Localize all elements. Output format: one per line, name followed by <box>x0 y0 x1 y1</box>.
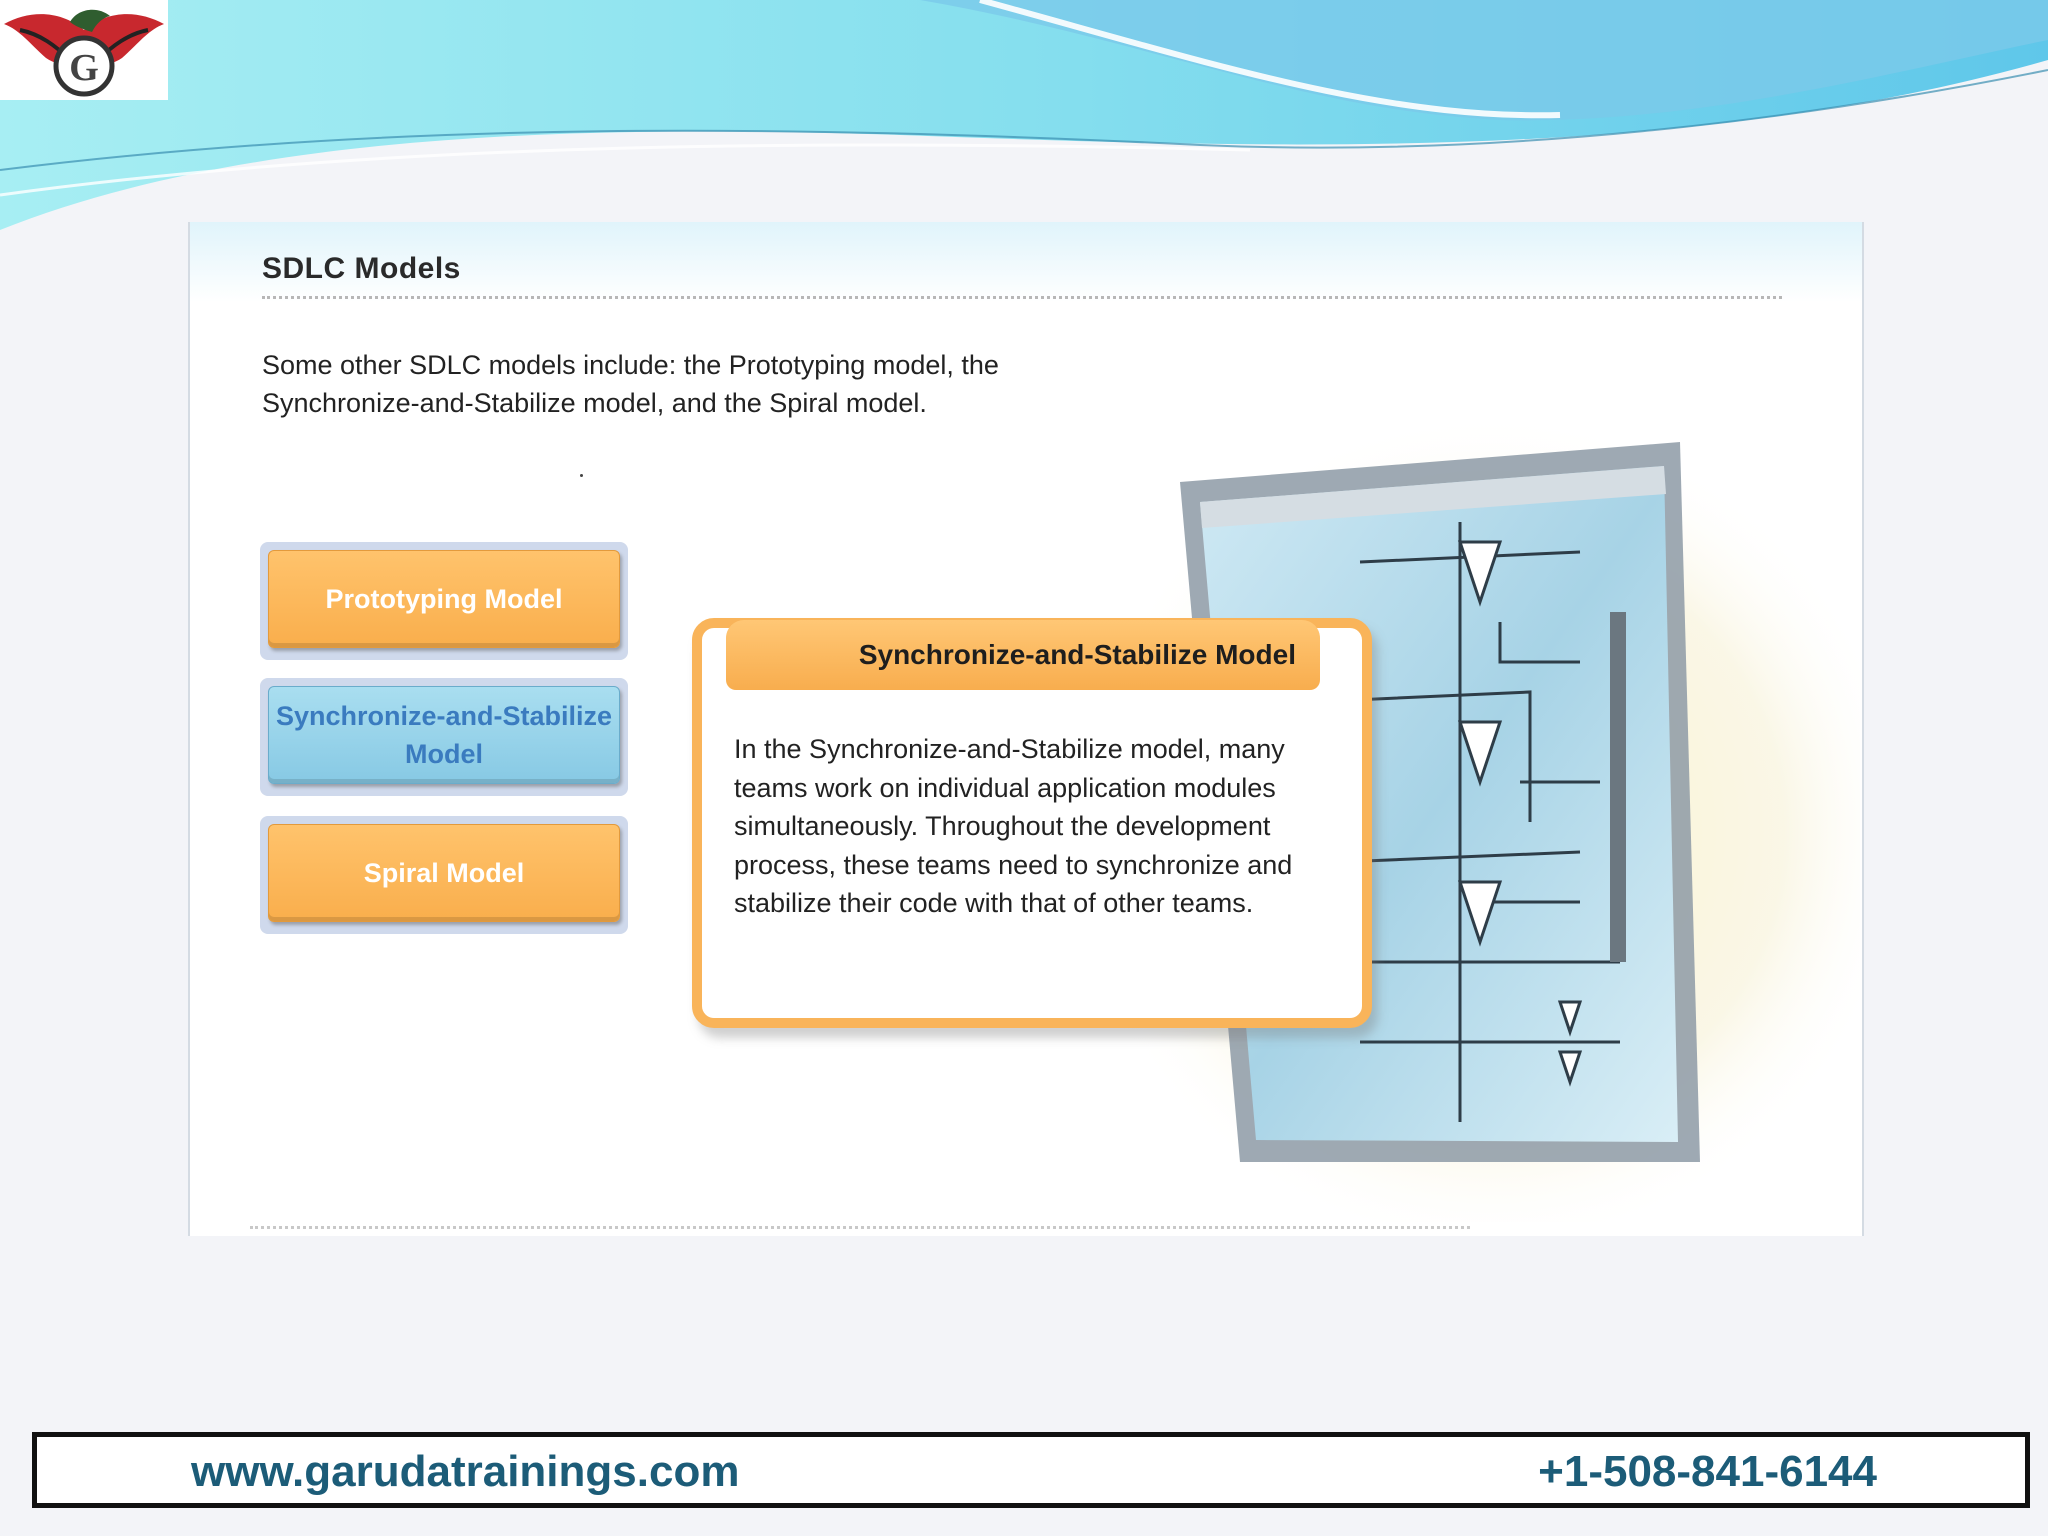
spiral-model-button[interactable] <box>268 824 620 922</box>
callout-line-1: In the Synchronize-and-Stabilize model, many <box>734 734 1285 764</box>
logo-letter: G <box>69 47 99 89</box>
callout-line-3: simultaneously. Throughout the development <box>734 811 1271 841</box>
callout-title: Synchronize-and-Stabilize Model <box>726 620 1320 690</box>
synchronize-model-label-line-2: Model <box>405 739 483 769</box>
model-button-frame-synchronize <box>260 678 628 796</box>
prototyping-model-button[interactable] <box>268 550 620 648</box>
phone-number: +1-508-841-6144 <box>1538 1447 1877 1496</box>
content-panel <box>188 222 1864 1236</box>
panel-title: SDLC Models <box>262 252 461 285</box>
intro-text <box>262 346 1062 422</box>
garuda-logo <box>0 0 168 100</box>
bottom-divider <box>250 1226 1470 1229</box>
synchronize-model-label-line-1: Synchronize-and-Stabilize <box>275 701 613 731</box>
callout-line-2: teams work on individual application modules <box>734 772 1276 803</box>
title-divider <box>262 296 1782 299</box>
synchronize-and-stabilize-model-button[interactable] <box>268 686 620 784</box>
intro-line-1: Some other SDLC models include: the Prototyping model, the <box>262 350 999 380</box>
callout-line-5: stabilize their code with that of other teams. <box>734 888 1254 918</box>
prototyping-model-label: Prototyping Model <box>325 584 563 614</box>
spiral-model-label: Spiral Model <box>363 858 525 888</box>
stray-dot <box>580 474 583 477</box>
callout-line-4: process, these teams need to synchronize and <box>734 849 1293 880</box>
header-wave-decoration <box>0 0 2048 240</box>
callout-body <box>734 730 1314 923</box>
website-link[interactable]: www.garudatrainings.com <box>191 1447 740 1496</box>
footer-bar <box>32 1432 2030 1508</box>
model-button-frame-prototyping <box>260 542 628 660</box>
model-button-frame-spiral <box>260 816 628 934</box>
intro-line-2: Synchronize-and-Stabilize model, and the Spiral model. <box>262 388 927 418</box>
